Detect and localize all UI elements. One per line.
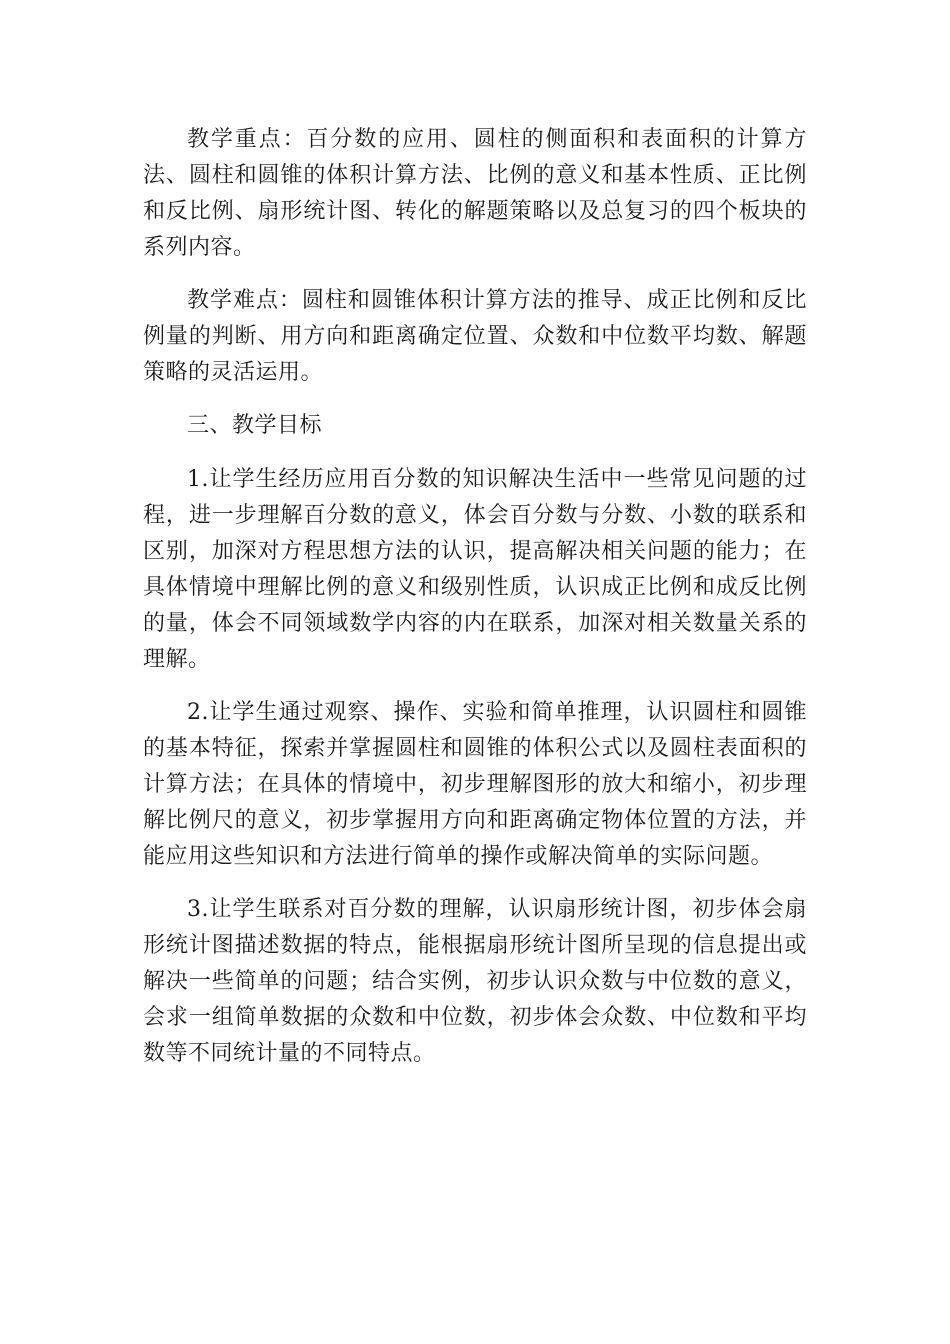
section-heading-teaching-objectives: 三、教学目标	[187, 413, 323, 438]
paragraph-teaching-focus: 教学重点：百分数的应用、圆柱的侧面积和表面积的计算方法、圆柱和圆锥的体积计算方法、比例的意义和基本性质、正比例和反比例、扇形统计图、转化的解题策略以及总复习的四个板块的系列内容。	[143, 127, 807, 260]
paragraph-teaching-difficulty: 教学难点：圆柱和圆锥体积计算方法的推导、成正比例和反比例量的判断、用方向和距离确定位置、众数和中位数平均数、解题策略的灵活运用。	[143, 288, 807, 385]
document-body	[143, 122, 807, 1089]
paragraph-objective-1: 1.让学生经历应用百分数的知识解决生活中一些常见问题的过程，进一步理解百分数的意义，体会百分数与分数、小数的联系和区别，加深对方程思想方法的认识，提高解决相关问题的能力；在具体情境中理解比例的意义和级别性质，认识成正比例和成反比例的量，体会不同领域数学内容的内在联系，加深对相关数量关系的理解。	[143, 467, 807, 672]
paragraph-objective-3: 3.让学生联系对百分数的理解，认识扇形统计图，初步体会扇形统计图描述数据的特点，能根据扇形统计图所呈现的信息提出或解决一些简单的问题；结合实例，初步认识众数与中位数的意义，会求一组简单数据的众数和中位数，初步体会众数、中位数和平均数等不同统计量的不同特点。	[143, 897, 807, 1066]
paragraph-objective-2: 2.让学生通过观察、操作、实验和简单推理，认识圆柱和圆锥的基本特征，探索并掌握圆柱和圆锥的体积公式以及圆柱表面积的计算方法；在具体的情境中，初步理解图形的放大和缩小，初步理解比例尺的意义，初步掌握用方向和距离确定物体位置的方法，并能应用这些知识和方法进行简单的操作或解决简单的实际问题。	[143, 700, 807, 869]
